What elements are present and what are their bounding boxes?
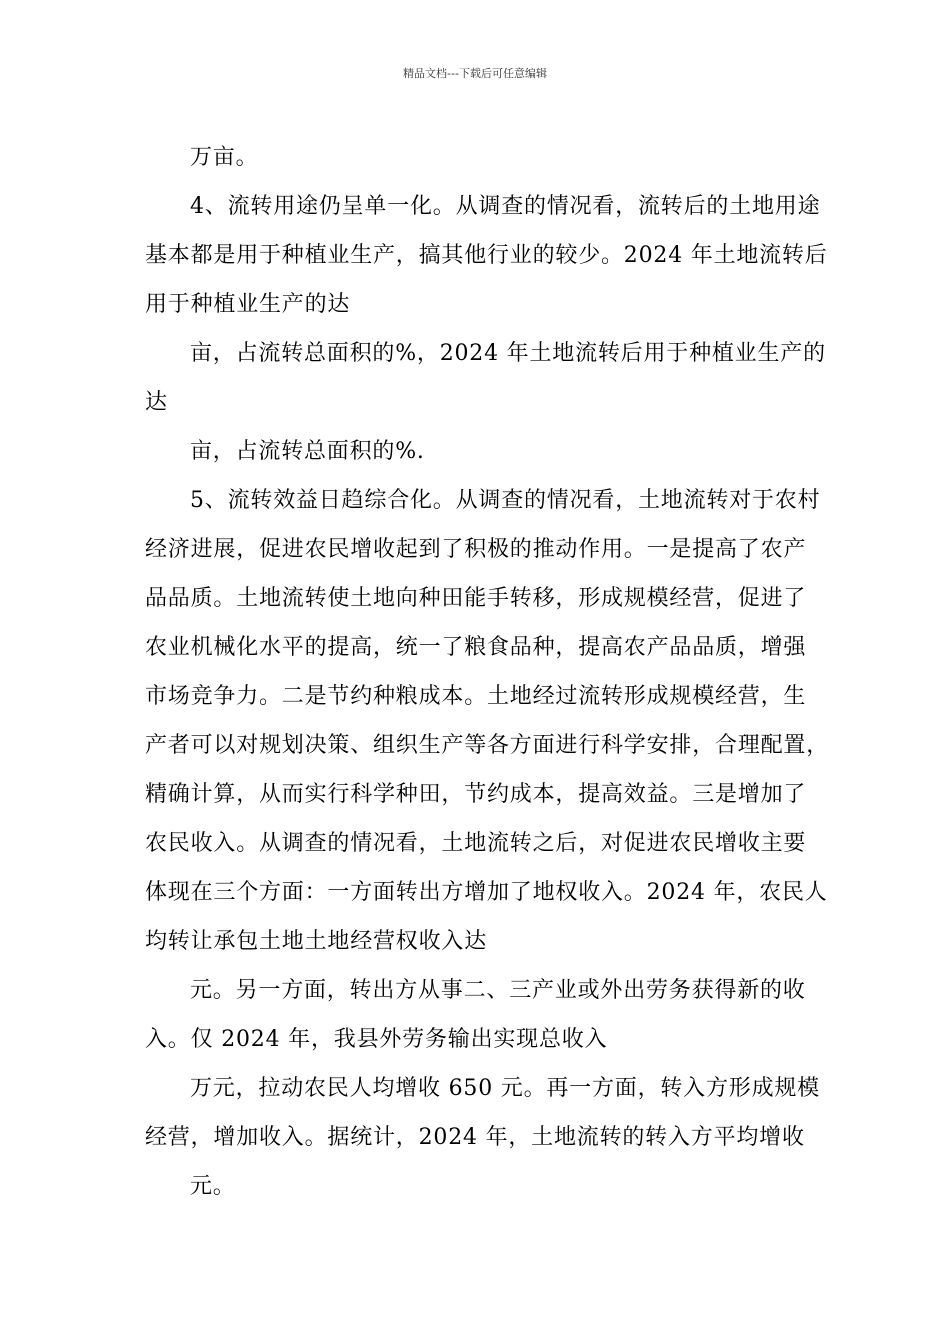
text-line: 农业机械化水平的提高，统一了粮食品种，提高农产品品质，增强	[145, 635, 807, 660]
paragraph	[145, 133, 835, 182]
text-line: 均转让承包土地土地经营权收入达	[145, 929, 488, 954]
text-line: 体现在三个方面：一方面转出方增加了地权收入。2024 年，农民人	[145, 880, 828, 905]
text-line: 经济进展，促进农民增收起到了积极的推动作用。一是提高了农产	[145, 537, 807, 562]
paragraph	[145, 1162, 835, 1211]
paragraph	[145, 182, 835, 329]
text-line: 万元，拉动农民人均增收 650 元。再一方面，转入方形成规模	[190, 1076, 820, 1101]
text-line: 万亩。	[190, 145, 259, 170]
paragraph	[145, 1064, 835, 1162]
text-line: 用于种植业生产的达	[145, 292, 351, 317]
text-line: 元。	[190, 1174, 236, 1199]
text-line: 农民收入。从调查的情况看，土地流转之后，对促进农民增收主要	[145, 831, 807, 856]
text-line: 达	[145, 390, 168, 415]
text-line: 亩，占流转总面积的%.	[190, 439, 425, 464]
paragraph	[145, 966, 835, 1064]
text-line: 精确计算，从而实行科学种田，节约成本，提高效益。三是增加了	[145, 782, 807, 807]
page-header: 精品文档---下载后可任意编辑	[403, 67, 547, 80]
text-line: 入。仅 2024 年，我县外劳务输出实现总收入	[145, 1027, 608, 1052]
text-line: 经营，增加收入。据统计，2024 年，土地流转的转入方平均增收	[145, 1125, 805, 1150]
document-body	[145, 133, 835, 1211]
text-line: 5、流转效益日趋综合化。从调查的情况看，土地流转对于农村	[190, 488, 821, 513]
text-line: 亩，占流转总面积的%，2024 年土地流转后用于种植业生产的	[190, 341, 826, 366]
text-line: 4、流转用途仍呈单一化。从调查的情况看，流转后的土地用途	[190, 194, 821, 219]
paragraph	[145, 476, 835, 966]
text-line: 市场竞争力。二是节约种粮成本。土地经过流转形成规模经营，生	[145, 684, 807, 709]
text-line: 品品质。土地流转使土地向种田能手转移，形成规模经营，促进了	[145, 586, 807, 611]
text-line: 产者可以对规划决策、组织生产等各方面进行科学安排，合理配置，	[145, 733, 830, 758]
paragraph	[145, 427, 835, 476]
text-line: 基本都是用于种植业生产，搞其他行业的较少。2024 年土地流转后	[145, 243, 828, 268]
paragraph	[145, 329, 835, 427]
text-line: 元。另一方面，转出方从事二、三产业或外出劳务获得新的收	[190, 978, 806, 1003]
